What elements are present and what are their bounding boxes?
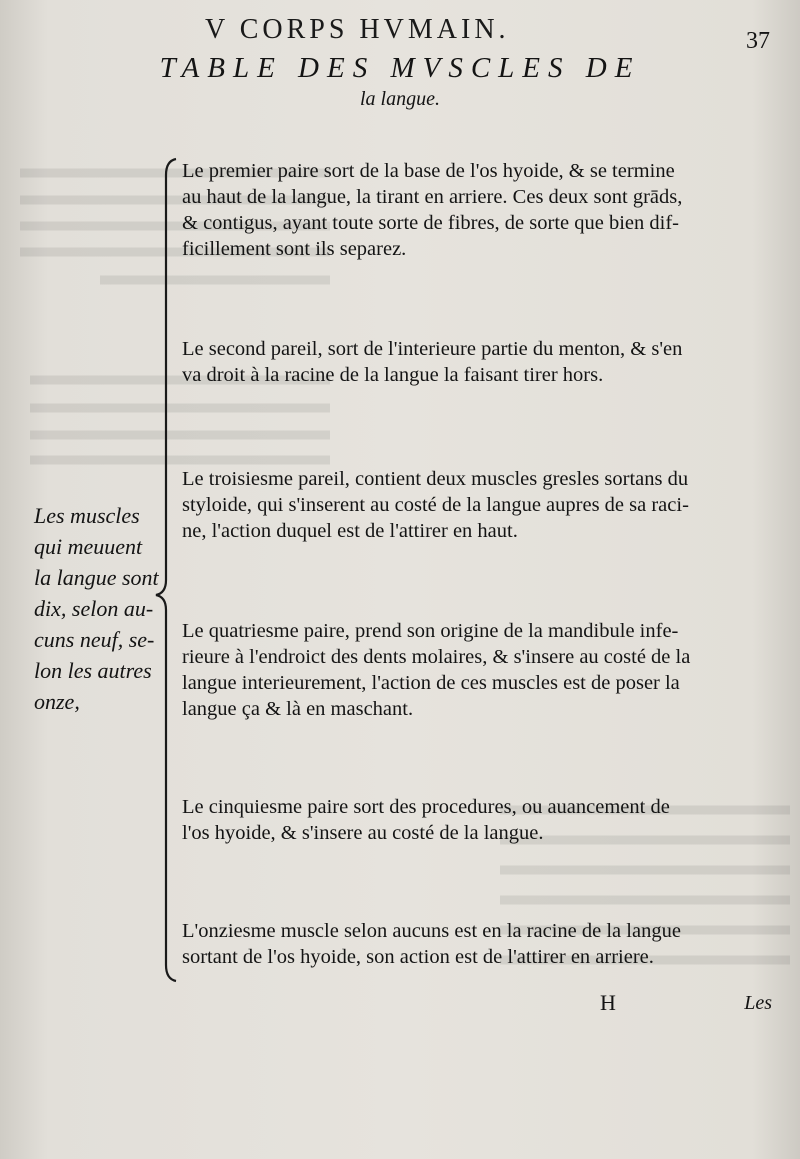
page-number: 37 <box>746 28 770 54</box>
marginal-note-line: cuns neuf, se- <box>34 627 155 652</box>
paragraph-6 <box>182 918 778 970</box>
catchword: Les <box>744 992 772 1014</box>
marginal-note-line: Les muscles <box>34 503 140 528</box>
text-line: l'os hyoide, & s'insere au costé de la langue. <box>182 822 544 844</box>
text-line: au haut de la langue, la tirant en arriere. Ces deux sont grāds, <box>182 186 683 208</box>
paragraph-3 <box>182 466 778 544</box>
running-head: V CORPS HVMAIN. <box>205 14 510 45</box>
paragraph-5 <box>182 794 778 846</box>
text-line: ne, l'action duquel est de l'attirer en haut. <box>182 520 518 542</box>
text-line: Le cinquiesme paire sort des procedures, ou auancement de <box>182 796 670 818</box>
text-line: Le premier paire sort de la base de l'os hyoide, & se termine <box>182 160 675 182</box>
marginal-note-line: dix, selon au- <box>34 596 154 621</box>
curly-brace <box>152 155 182 985</box>
text-line: Le quatriesme paire, prend son origine de la mandibule infe- <box>182 620 679 642</box>
page-title: TABLE DES MVSCLES DE <box>159 52 641 84</box>
page-subtitle: la langue. <box>360 88 440 110</box>
text-line: sortant de l'os hyoide, son action est de l'attirer en arriere. <box>182 946 654 968</box>
text-line: Le second pareil, sort de l'interieure partie du menton, & s'en <box>182 338 683 360</box>
text-line: ficillement sont ils separez. <box>182 238 407 260</box>
marginal-note-line: la langue sont <box>34 565 159 590</box>
text-line: Le troisiesme pareil, contient deux muscles gresles sortans du <box>182 468 689 490</box>
marginal-note-line: onze, <box>34 689 80 714</box>
marginal-note-line: lon les autres <box>34 658 152 683</box>
text-line: L'onziesme muscle selon aucuns est en la racine de la langue <box>182 920 681 942</box>
paragraph-4 <box>182 618 778 722</box>
paragraph-1 <box>182 158 778 262</box>
text-line: va droit à la racine de la langue la faisant tirer hors. <box>182 364 604 386</box>
paragraph-2 <box>182 336 778 388</box>
text-line: & contigus, ayant toute sorte de fibres, de sorte que bien dif- <box>182 212 679 234</box>
signature-mark: H <box>600 990 616 1015</box>
text-line: langue ça & là en maschant. <box>182 698 414 720</box>
marginal-note-line: qui meuuent <box>34 534 143 559</box>
text-line: langue interieurement, l'action de ces muscles est de poser la <box>182 672 680 694</box>
text-line: rieure à l'endroict des dents molaires, & s'insere au costé de la <box>182 646 691 668</box>
text-line: styloide, qui s'inserent au costé de la langue aupres de sa raci- <box>182 494 689 516</box>
